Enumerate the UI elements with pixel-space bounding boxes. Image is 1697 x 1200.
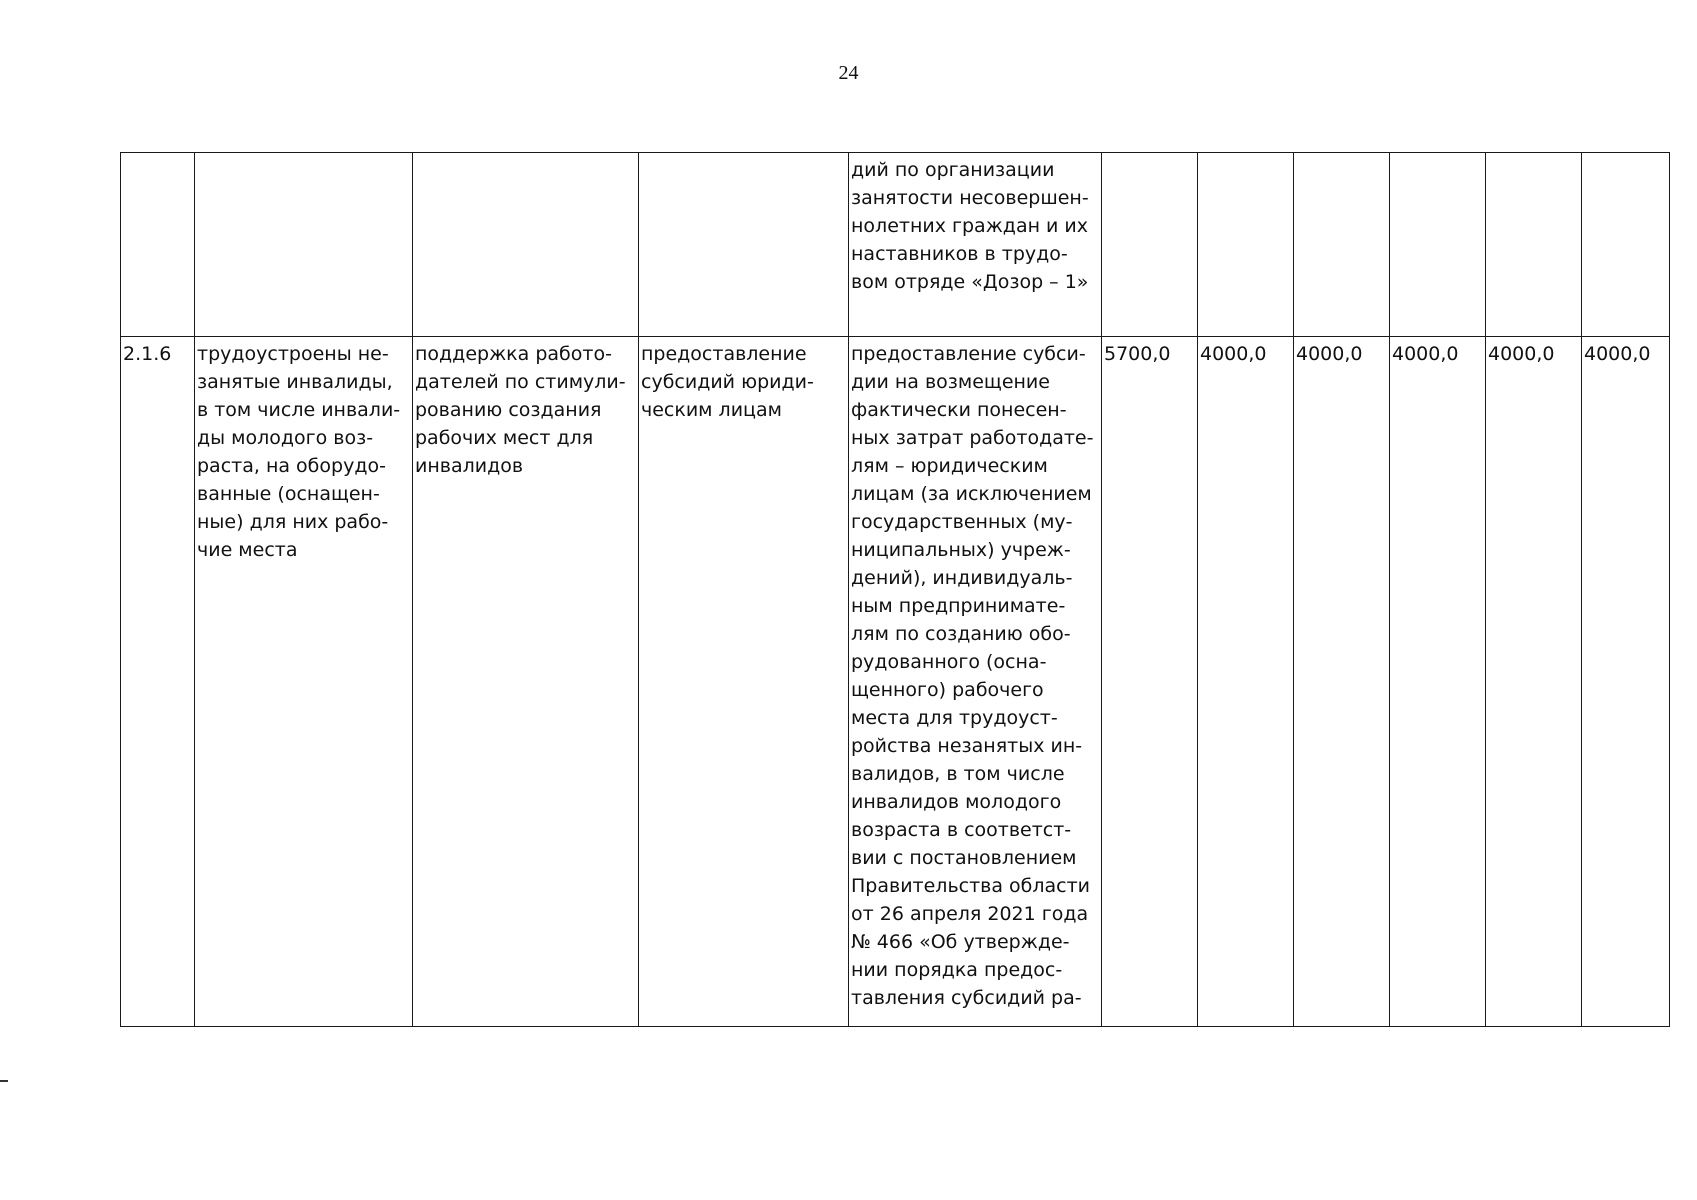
value-cell: 4000,0 [1582, 337, 1670, 1027]
program-measures-table [120, 152, 1670, 1027]
result-cell: трудоустроены не- занятые инвалиды, в том числе инвали- ды молодого воз- раста, на оборудо- ванные (оснащен- ные) для них рабо- чие места [195, 337, 413, 1027]
measure-cell: поддержка работо- дателей по стимули- рованию создания рабочих мест для инвалидов [413, 337, 639, 1027]
value-cell [1582, 153, 1670, 337]
value-cell: 4000,0 [1486, 337, 1582, 1027]
description-cell: предоставление субси- дии на возмещение фактически понесен- ных затрат работодате- лям – юридическим лицам (за исключением государственных (му- ниципальных) учреж- дений), индивидуаль- ным предпринимате- лям по созданию обо- рудованного (осна- щенного) рабочего места для трудоуст- ройства незанятых ин- валидов, в том числе инвалидов молодого возраста в соответст- вии с постановлением Правительства области от 26 апреля 2021 года № 466 «Об утвержде- нии порядка предос- тавления субсидий ра- [849, 337, 1102, 1027]
support-form-cell [639, 153, 849, 337]
result-cell [195, 153, 413, 337]
value-cell: 4000,0 [1390, 337, 1486, 1027]
table-row [121, 153, 1670, 337]
value-cell: 4000,0 [1198, 337, 1294, 1027]
row-number-cell: 2.1.6 [121, 337, 195, 1027]
description-cell: дий по организации занятости несовершен- нолетних граждан и их наставников в трудо- вом отряде «Дозор – 1» [849, 153, 1102, 337]
value-cell: 5700,0 [1102, 337, 1198, 1027]
row-number-cell [121, 153, 195, 337]
value-cell [1294, 153, 1390, 337]
scan-mark [0, 1080, 8, 1082]
table-row [121, 337, 1670, 1027]
value-cell: 4000,0 [1294, 337, 1390, 1027]
measure-cell [413, 153, 639, 337]
page-number: 24 [838, 62, 859, 84]
value-cell [1486, 153, 1582, 337]
value-cell [1102, 153, 1198, 337]
value-cell [1198, 153, 1294, 337]
support-form-cell: предоставление субсидий юриди- ческим лицам [639, 337, 849, 1027]
value-cell [1390, 153, 1486, 337]
